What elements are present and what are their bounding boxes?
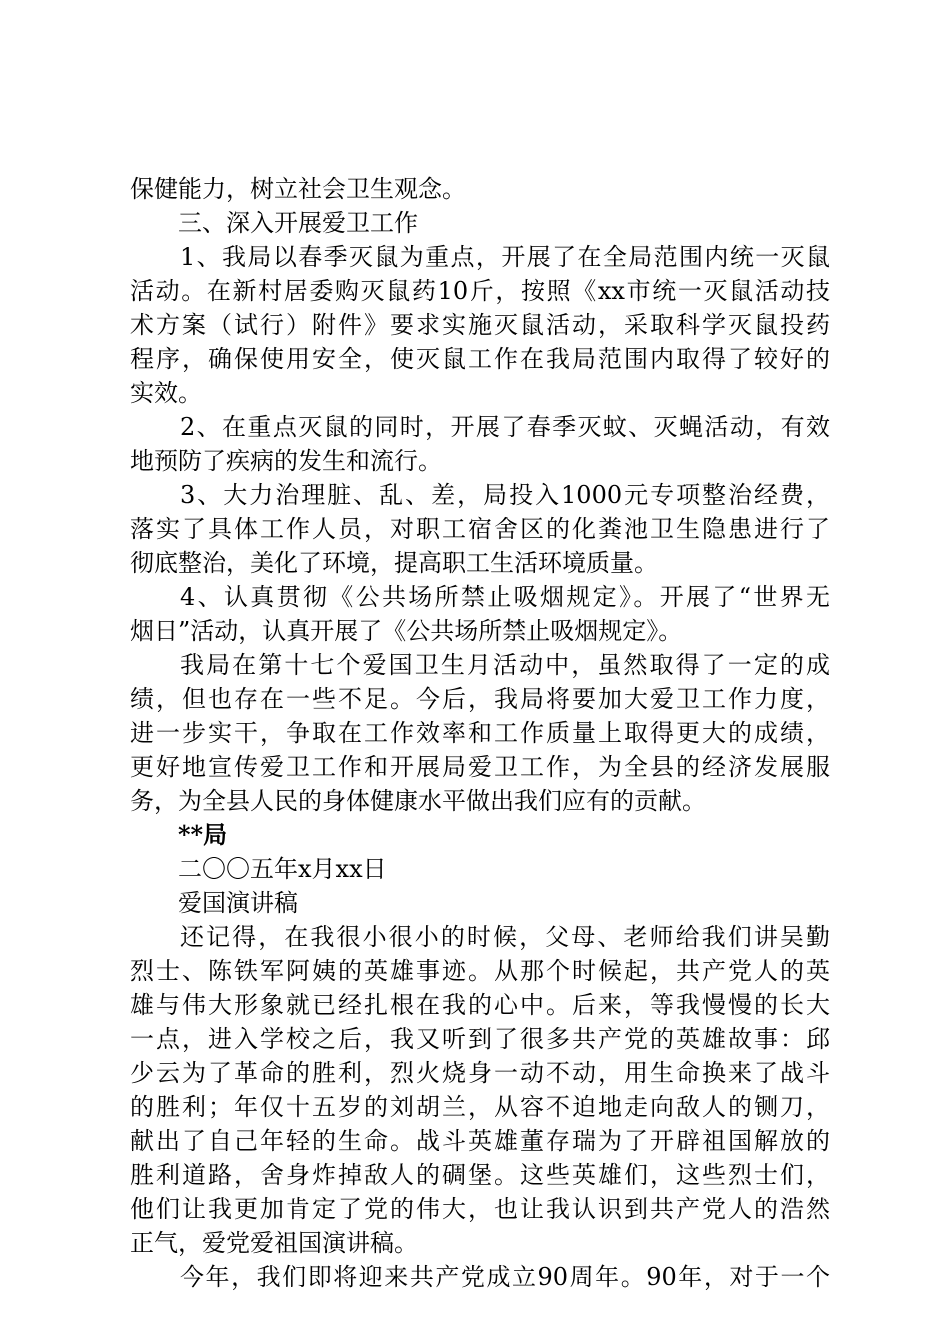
text-line: 3、大力治理脏、乱、差，局投入1000元专项整治经费， — [180, 481, 830, 509]
text-line: 我局在第十七个爱国卫生月活动中，虽然取得了一定的成 — [180, 651, 830, 679]
text-line: 进一步实干，争取在工作效率和工作质量上取得更大的成绩， — [130, 719, 830, 747]
text-line: 落实了具体工作人员，对职工宿舍区的化粪池卫生隐患进行了 — [130, 515, 830, 543]
text-line: 实效。 — [130, 379, 202, 407]
text-line: 雄与伟大形象就已经扎根在我的心中。后来，等我慢慢的长大 — [130, 991, 830, 1019]
text-line: 2、在重点灭鼠的同时，开展了春季灭蚊、灭蝇活动，有效 — [180, 413, 830, 441]
text-line: 烟日”活动，认真开展了《公共场所禁止吸烟规定》。 — [130, 617, 683, 645]
signature: **局 — [178, 820, 228, 849]
text-line: 保健能力，树立社会卫生观念。 — [130, 175, 466, 203]
section-heading: 三、深入开展爱卫工作 — [178, 209, 418, 237]
text-line: 他们让我更加肯定了党的伟大，也让我认识到共产党人的浩然 — [130, 1195, 830, 1223]
text-line: 务，为全县人民的身体健康水平做出我们应有的贡献。 — [130, 787, 706, 815]
text-line: 更好地宣传爱卫工作和开展局爱卫工作，为全县的经济发展服 — [130, 753, 830, 781]
text-line: 绩，但也存在一些不足。今后，我局将要加大爱卫工作力度， — [130, 685, 830, 713]
text-line: 术方案（试行）附件》要求实施灭鼠活动，采取科学灭鼠投药 — [130, 311, 830, 339]
document-page — [130, 172, 830, 1294]
text-line: 程序，确保使用安全，使灭鼠工作在我局范围内取得了较好的 — [130, 345, 830, 373]
text-line: 还记得，在我很小很小的时候，父母、老师给我们讲吴勤 — [180, 923, 830, 951]
text-line: 胜利道路，舍身炸掉敌人的碉堡。这些英雄们，这些烈士们， — [130, 1161, 830, 1189]
text-line: 活动。在新村居委购灭鼠药10斤，按照《xx市统一灭鼠活动技 — [130, 277, 830, 305]
text-line: 彻底整治，美化了环境，提高职工生活环境质量。 — [130, 549, 658, 577]
date-line: 二〇〇五年x月xx日 — [178, 855, 387, 883]
text-line: 地预防了疾病的发生和流行。 — [130, 447, 442, 475]
text-line: 1、我局以春季灭鼠为重点，开展了在全局范围内统一灭鼠 — [180, 243, 830, 271]
text-line: 4、认真贯彻《公共场所禁止吸烟规定》。开展了“世界无 — [180, 583, 830, 611]
text-line: 正气，爱党爱祖国演讲稿。 — [130, 1229, 418, 1257]
text-line: 烈士、陈铁军阿姨的英雄事迹。从那个时候起，共产党人的英 — [130, 957, 830, 985]
text-line: 今年，我们即将迎来共产党成立90周年。90年，对于一个 — [180, 1263, 830, 1291]
text-line: 一点，进入学校之后，我又听到了很多共产党的英雄故事：邱 — [130, 1025, 830, 1053]
text-line: 少云为了革命的胜利，烈火烧身一动不动，用生命换来了战斗 — [130, 1059, 830, 1087]
text-line: 献出了自己年轻的生命。战斗英雄董存瑞为了开辟祖国解放的 — [130, 1127, 830, 1155]
text-line: 的胜利；年仅十五岁的刘胡兰，从容不迫地走向敌人的铡刀， — [130, 1093, 830, 1121]
speech-title: 爱国演讲稿 — [178, 889, 298, 917]
